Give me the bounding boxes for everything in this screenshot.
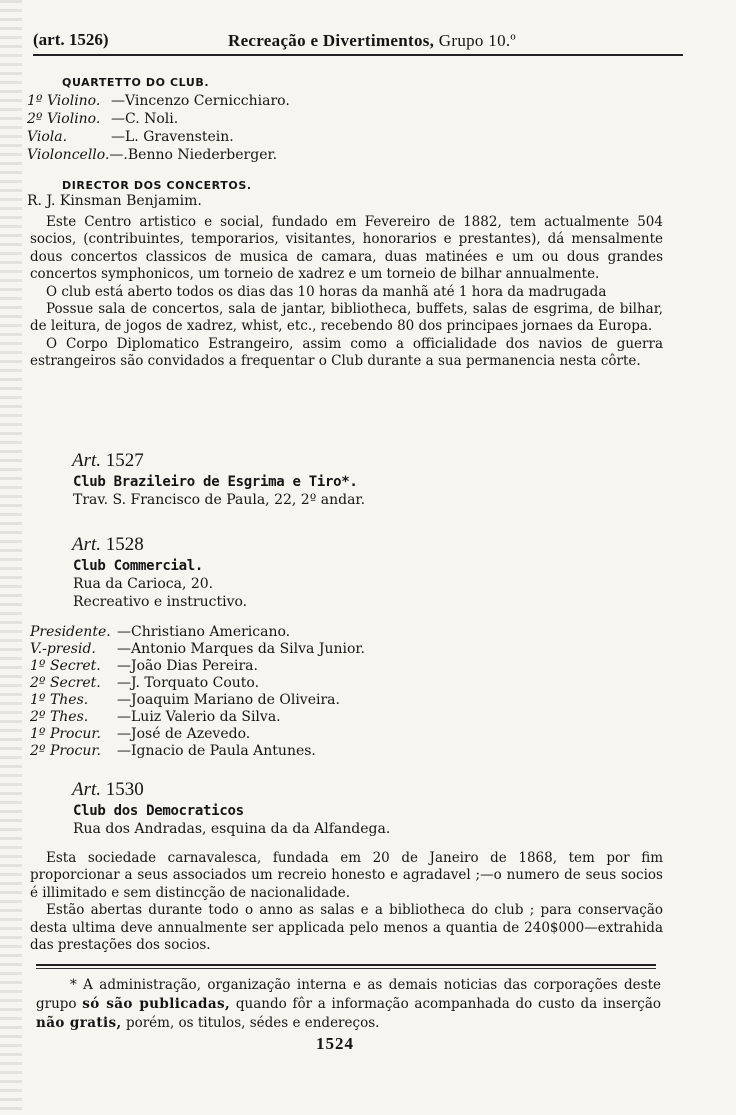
paragraph: Este Centro artistico e social, fundado em Fevereiro de 1882, tem actualmente 504 socios, (contribuintes, temporarios, visitantes, honorarios e prestantes), dá mensalmente dous concertos classicos de musica de camara, duas matinées e um ou dous grandes concertos symphonicos, um torneio de xadrez e um torneio de bilhar annualmente.: [30, 214, 663, 283]
footnote-emphasis: não gratis,: [36, 1015, 122, 1031]
officer-row: [30, 708, 281, 726]
officer-role: 1º Thes.: [30, 692, 89, 708]
officer-name: —Ignacio de Paula Antunes.: [117, 743, 316, 759]
scanned-edge-noise: [0, 0, 22, 1115]
club-name: Club Brazileiro de Esgrima e Tiro*.: [73, 474, 358, 490]
footnote-text: porém, os titulos, sédes e endereços.: [125, 1015, 380, 1031]
running-header: [33, 30, 683, 56]
article-number: 1528: [105, 534, 144, 555]
footnote: [36, 976, 661, 1033]
article-label: Art.: [72, 779, 102, 800]
officer-name: —Luiz Valerio da Silva.: [117, 709, 281, 725]
article-label: Art.: [72, 450, 102, 471]
header-title-wrap: [228, 31, 516, 51]
member-name: —C. Noli.: [111, 111, 179, 127]
director-name: R. J. Kinsman Benjamim.: [27, 193, 202, 209]
officer-name: —João Dias Pereira.: [117, 658, 258, 674]
officer-name: —Antonio Marques da Silva Junior.: [117, 641, 365, 657]
quartet-member: [27, 110, 178, 128]
header-group: Grupo 10.º: [438, 31, 516, 50]
footnote-text: * A administração, organização interna e as demais noticias das corporações deste grupo: [36, 977, 661, 1012]
quartet-member: [27, 128, 234, 146]
paragraph: Esta sociedade carnavalesca, fundada em 20 de Janeiro de 1868, tem por fim proporcionar a seus associados um recreio honesto e agradavel ;—o numero de seus socios é illimitado e sem distincção de nacionalidade.: [30, 850, 663, 901]
club-address: Trav. S. Francisco de Paula, 22, 2º andar.: [73, 492, 366, 508]
member-name: —Vincenzo Cernicchiaro.: [111, 93, 290, 109]
officer-row: [30, 742, 316, 760]
article-title: [72, 534, 144, 556]
quartet-heading: QUARTETTO DO CLUB.: [62, 76, 210, 89]
member-role: 2º Violino.: [27, 111, 101, 127]
officer-row: [30, 657, 258, 675]
footnote-rule-thin: [36, 968, 656, 969]
article-title: [72, 450, 144, 472]
article-label: Art.: [72, 534, 102, 555]
club-text: [30, 850, 663, 954]
officer-role: 2º Procur.: [30, 743, 101, 759]
footnote-rule: [36, 964, 656, 966]
quartet-member: [27, 92, 290, 110]
member-role: 1º Violino.: [27, 93, 101, 109]
officer-row: [30, 640, 365, 658]
officer-role: 2º Secret.: [30, 675, 101, 691]
paragraph: Estão abertas durante todo o anno as salas e a bibliotheca do club ; para conservação desta ultima deve annualmente ser applicada pelo menos a quantia de 240$000—extrahida das prestações dos socios.: [30, 902, 663, 954]
officer-name: —Christiano Americano.: [117, 624, 291, 640]
quartet-member: [27, 146, 277, 164]
article-number: 1530: [105, 779, 144, 800]
club-description: [30, 214, 663, 371]
officer-row: [30, 725, 250, 743]
page-number: 1524: [316, 1034, 354, 1053]
article-number: 1527: [105, 450, 144, 471]
header-title: Recreação e Divertimentos,: [228, 31, 435, 50]
member-role: Viola.: [27, 129, 68, 145]
officer-name: —José de Azevedo.: [117, 726, 251, 742]
club-name: Club dos Democraticos: [73, 803, 244, 819]
officer-role: Presidente.: [30, 624, 111, 640]
club-name: Club Commercial.: [73, 558, 204, 574]
club-address: Rua da Carioca, 20.: [73, 576, 214, 592]
paragraph: Possue sala de concertos, sala de jantar, bibliotheca, buffets, salas de esgrima, de bilhar, de leitura, de jogos de xadrez, whist, etc., recebendo 80 dos principaes jornaes da Europa.: [30, 301, 663, 335]
officer-name: —Joaquim Mariano de Oliveira.: [117, 692, 340, 708]
club-address: Rua dos Andradas, esquina da da Alfandega.: [73, 821, 391, 837]
officer-row: [30, 691, 340, 709]
member-name: —L. Gravenstein.: [111, 129, 234, 145]
officer-role: 1º Secret.: [30, 658, 101, 674]
paragraph: O Corpo Diplomatico Estrangeiro, assim como a officialidade dos navios de guerra estrangeiros são convidados a frequentar o Club durante a sua permanencia nesta côrte.: [30, 335, 663, 370]
article-title: [72, 779, 144, 801]
footnote-text: quando fôr a informação acompanhada do custo da inserção: [235, 996, 662, 1012]
officer-role: 1º Procur.: [30, 726, 101, 742]
director-heading: DIRECTOR DOS CONCERTOS.: [62, 179, 252, 192]
member-role: Violoncello.: [27, 147, 110, 163]
club-description: Recreativo e instructivo.: [73, 594, 248, 610]
officer-role: V.-presid.: [30, 641, 96, 657]
officer-role: 2º Thes.: [30, 709, 89, 725]
officer-name: —J. Torquato Couto.: [117, 675, 260, 691]
member-name: —.Benno Niederberger.: [109, 147, 278, 163]
footnote-emphasis: só são publicadas,: [82, 996, 231, 1012]
officer-row: [30, 674, 259, 692]
officer-row: [30, 623, 290, 641]
paragraph: O club está aberto todos os dias das 10 horas da manhã até 1 hora da madrugada: [46, 283, 607, 300]
header-article-ref: (art. 1526): [33, 30, 109, 49]
